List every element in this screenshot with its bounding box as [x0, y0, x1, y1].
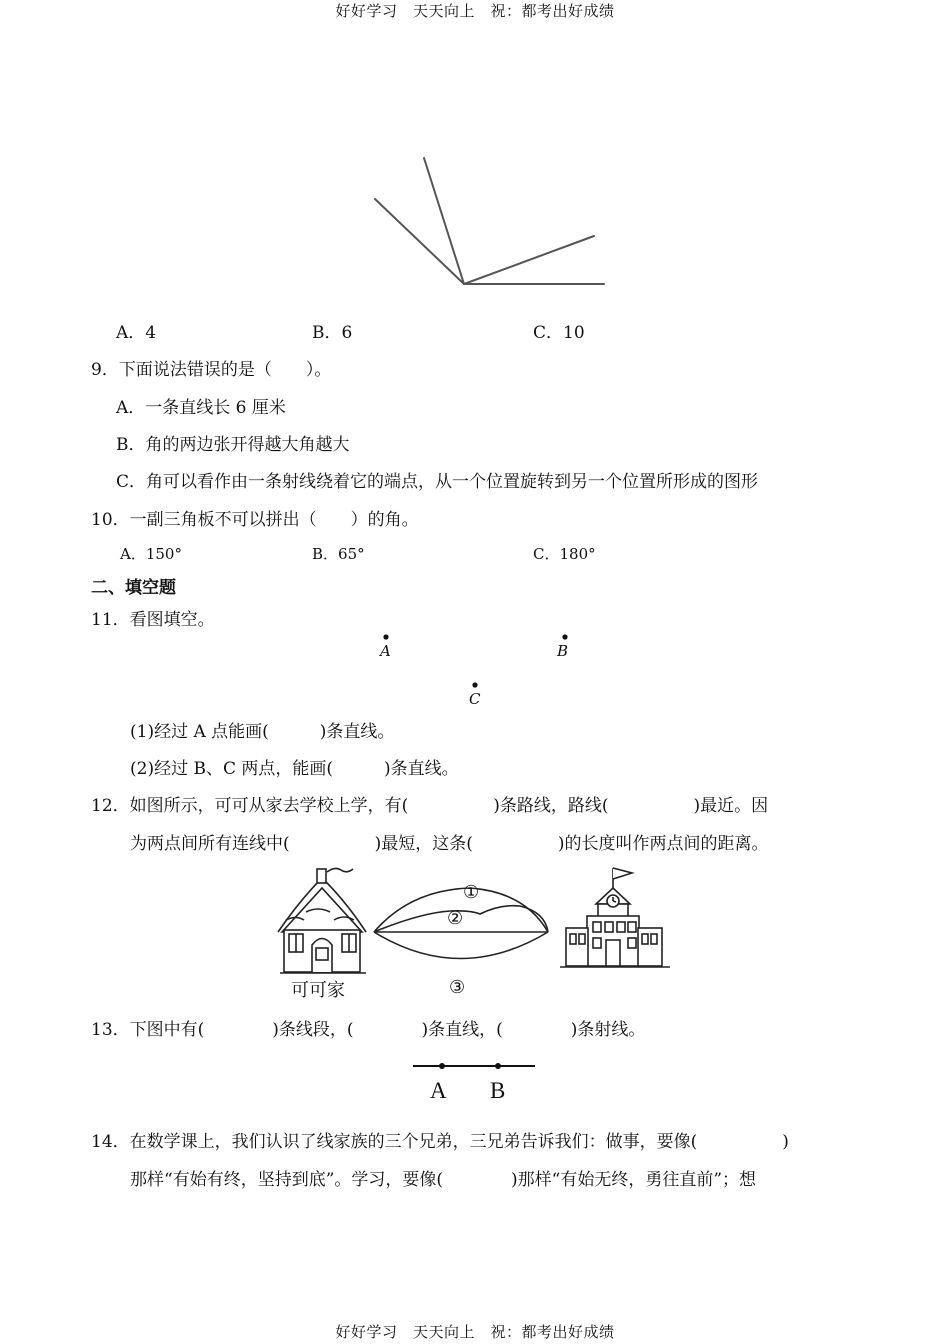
q13-point-a: A	[430, 1078, 447, 1103]
route-label-2: ②	[447, 908, 464, 929]
q10-stem: 10．一副三角板不可以拼出（ ）的角。	[91, 510, 419, 530]
page-footer: 好好学习 天天向上 祝：都考出好成绩	[335, 1323, 615, 1341]
q14-line1: 14．在数学课上，我们认识了线家族的三个兄弟，三兄弟告诉我们：做事，要像( )	[91, 1132, 789, 1152]
q9-option-c[interactable]: C．角可以看作由一条射线绕着它的端点，从一个位置旋转到另一个位置所形成的图形	[116, 472, 759, 492]
point-a-dot	[439, 1063, 445, 1069]
q13-point-b: B	[490, 1078, 506, 1103]
q9-option-b[interactable]: B．角的两边张开得越大角越大	[116, 435, 350, 455]
point-b-dot	[495, 1063, 501, 1069]
q11-stem: 11．看图填空。	[91, 610, 215, 630]
section-title: 二、填空题	[91, 578, 176, 598]
q8-option-b[interactable]: B．6	[312, 323, 353, 343]
q11-sub1: (1)经过 A 点能画( )条直线。	[130, 722, 395, 742]
q8-option-c[interactable]: C．10	[533, 323, 585, 343]
q9-stem: 9．下面说法错误的是（ ）。	[91, 360, 332, 380]
q10-option-b[interactable]: B．65°	[312, 545, 365, 563]
point-c-label: C	[469, 690, 481, 708]
q8-option-a[interactable]: A．4	[116, 323, 157, 343]
q12-line1: 12．如图所示，可可从家去学校上学，有( )条路线，路线( )最近。因	[91, 796, 769, 816]
q10-option-c[interactable]: C．180°	[533, 545, 596, 563]
point-a-label: A	[380, 642, 391, 660]
route-label-3: ③	[449, 977, 466, 998]
route-label-1: ①	[463, 882, 480, 903]
q11-sub2: (2)经过 B、C 两点，能画( )条直线。	[130, 759, 459, 779]
q9-option-a[interactable]: A．一条直线长 6 厘米	[116, 398, 286, 418]
point-b-label: B	[557, 642, 569, 660]
q12-line2: 为两点间所有连线中( )最短，这条( )的长度叫作两点间的距离。	[130, 834, 769, 854]
q10-option-a[interactable]: A．150°	[120, 545, 182, 563]
home-label: 可可家	[291, 980, 345, 1001]
q14-line2: 那样“有始有终，坚持到底”。学习，要像( )那样“有始无终，勇往直前”；想	[130, 1170, 757, 1190]
page-header: 好好学习 天天向上 祝：都考出好成绩	[335, 2, 615, 20]
q13-stem: 13．下图中有( )条线段，( )条直线，( )条射线。	[91, 1020, 646, 1040]
